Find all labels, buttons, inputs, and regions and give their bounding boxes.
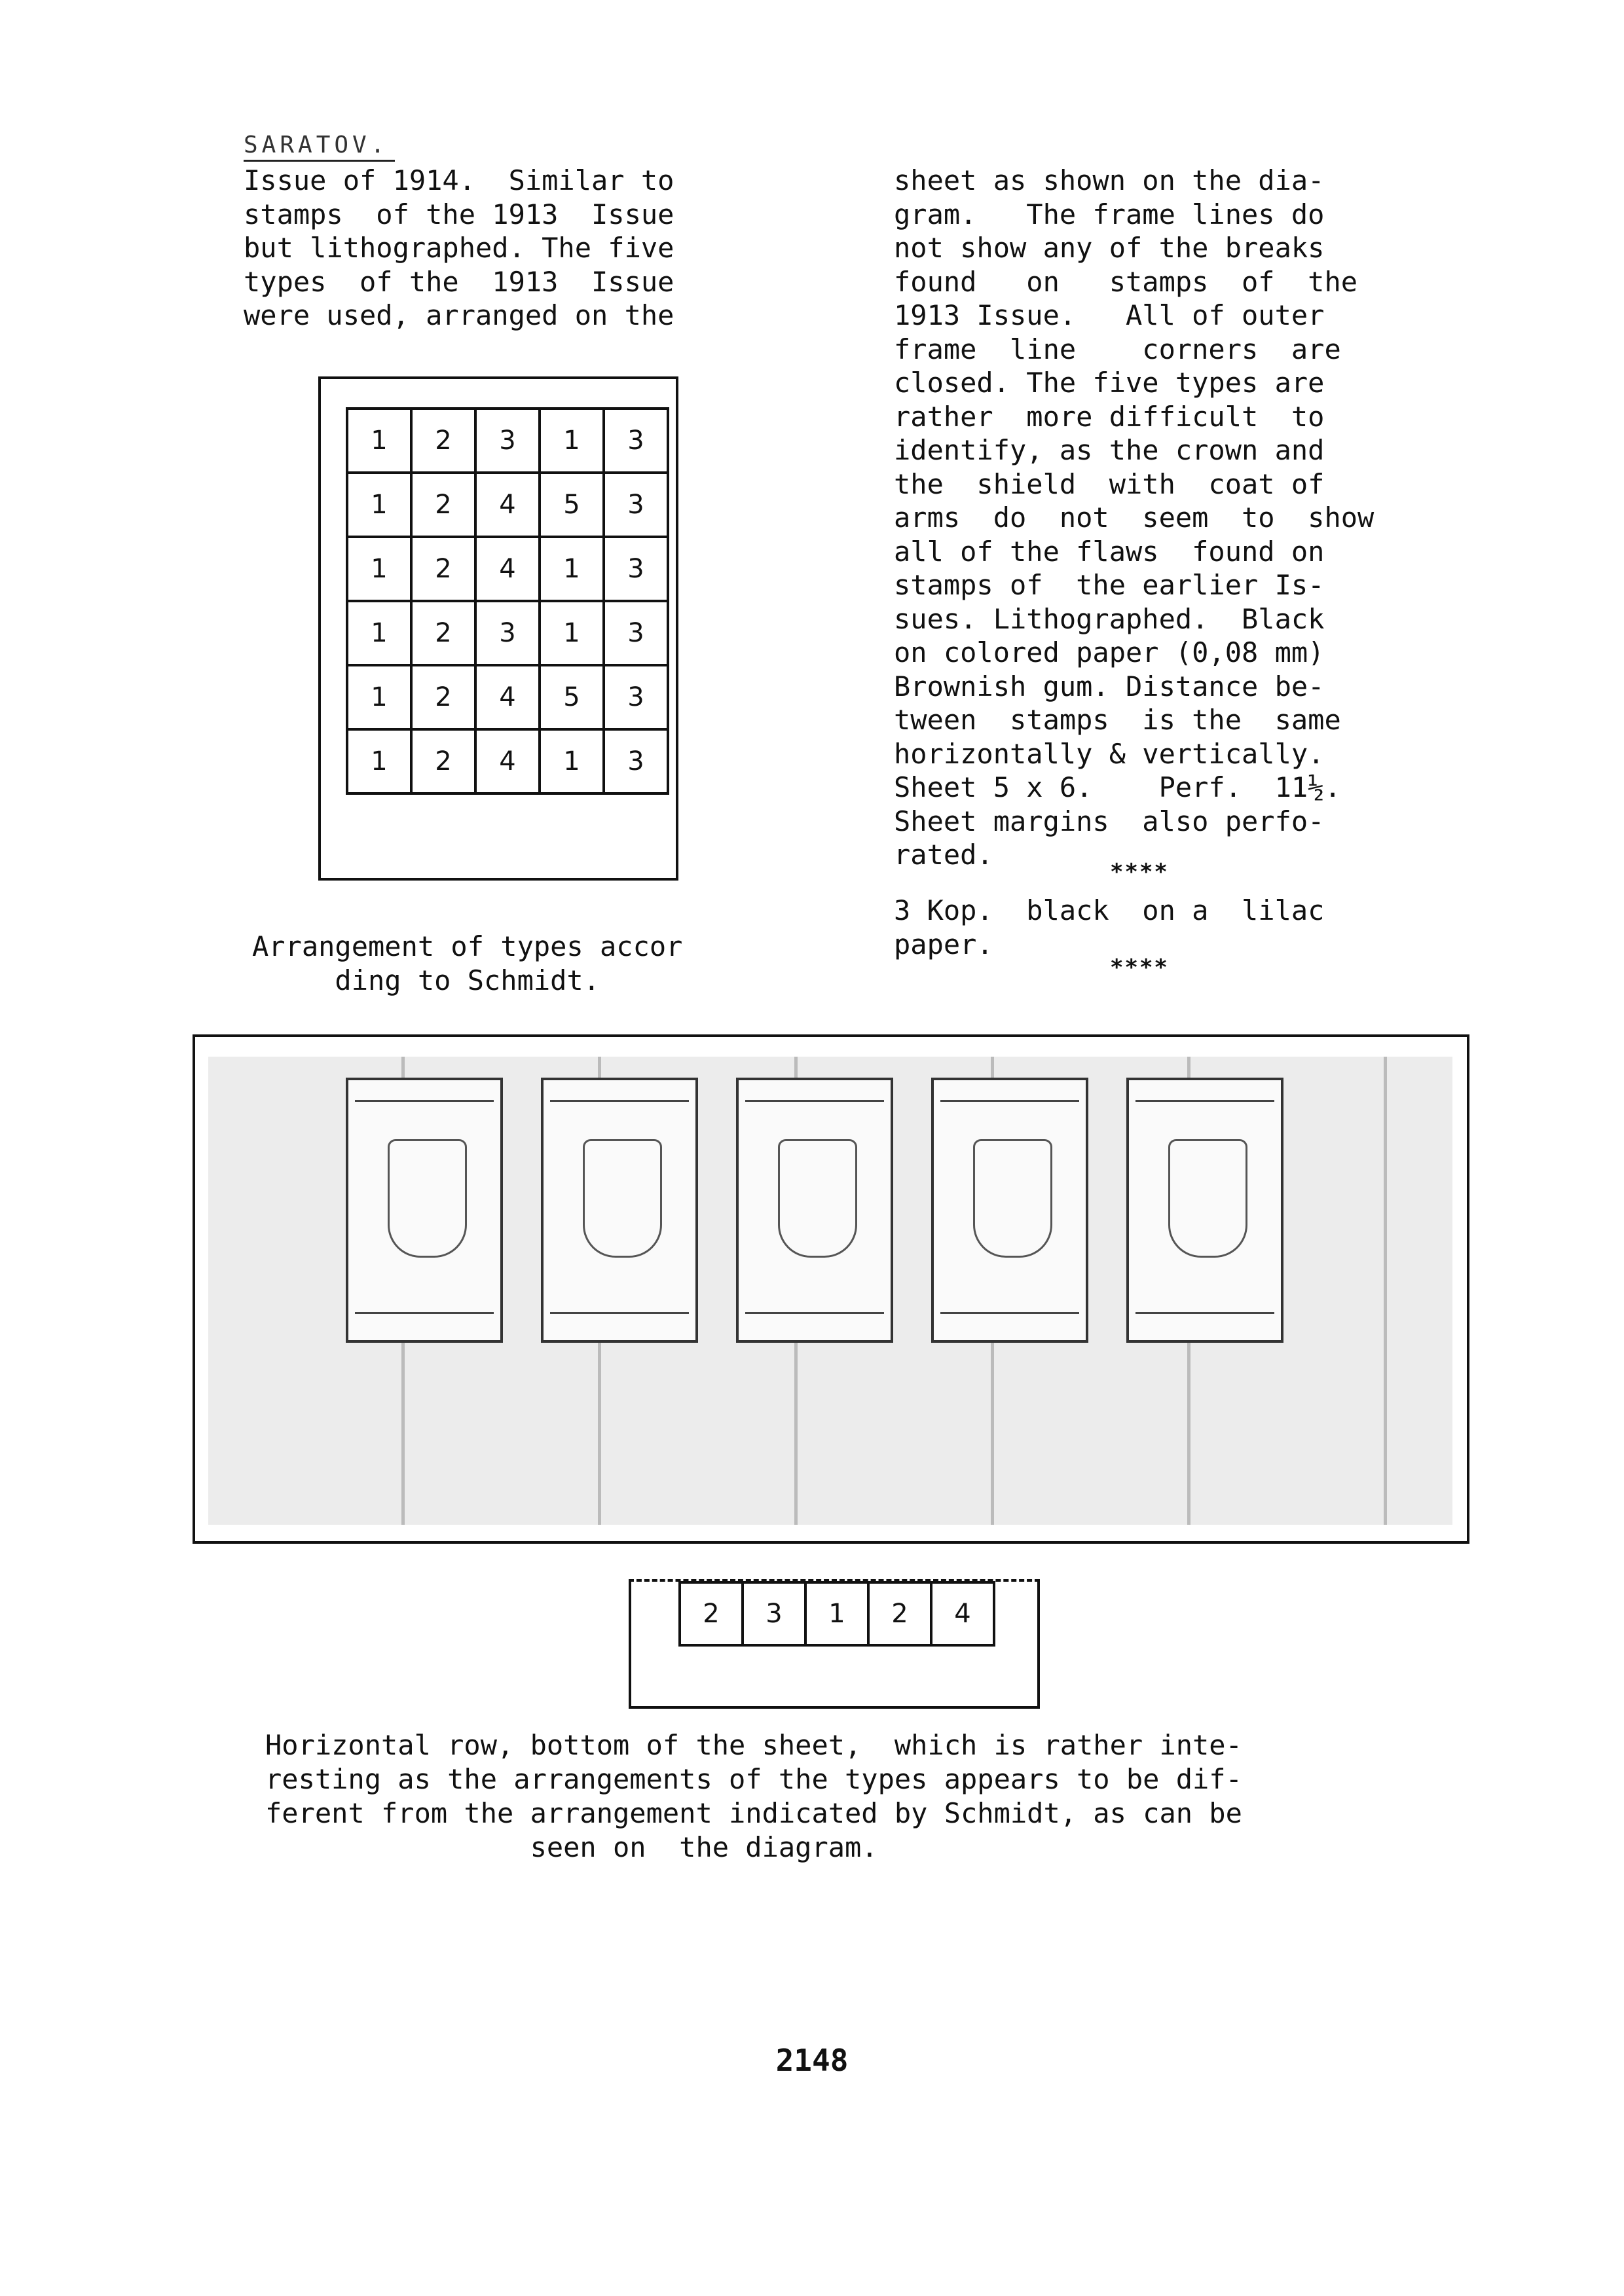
grid-cell: 1 xyxy=(347,409,411,473)
bottom-caption: Horizontal row, bottom of the sheet, which is rather inte- resting as the arrangements of the types appears to be dif- ferent from the arrangement indicated by Schmidt, as can be seen on the diagram. xyxy=(265,1729,1242,1863)
page-number: 2148 xyxy=(775,2043,849,2078)
bottom-row-cell: 4 xyxy=(931,1582,994,1645)
grid-cell: 1 xyxy=(540,409,604,473)
variety-text: 3 Kop. black on a lilac paper. xyxy=(894,894,1325,960)
grid-cell: 1 xyxy=(347,473,411,537)
grid-row xyxy=(347,409,668,473)
right-column-text: sheet as shown on the dia- gram. The frame lines do not show any of the breaks found on stamps of the 1913 Issue. All of outer frame line corners are closed. The five types are rather more difficult to identify, as the crown and the shield with coat of arms do not seem to show all of the flaws found on stamps of the earlier Is- sues. Lithographed. Black on colored paper (0,08 mm) Brownish gum. Distance be- tween stamps is the same horizontally & vertically. Sheet 5 x 6. Perf. 11½. Sheet margins also perfo- rated. xyxy=(894,164,1375,871)
grid-cell: 4 xyxy=(475,665,540,729)
grid-cell: 4 xyxy=(475,473,540,537)
left-column-text: Issue of 1914. Similar to stamps of the 1913 Issue but lithographed. The five types of the 1913 Issue were used, arranged on the xyxy=(244,164,674,331)
grid-cell: 3 xyxy=(604,537,668,601)
separator-stars-2: **** xyxy=(1110,955,1169,981)
shield-icon xyxy=(1168,1139,1247,1258)
stamp-image xyxy=(541,1078,698,1343)
shield-icon xyxy=(973,1139,1052,1258)
grid-cell: 2 xyxy=(411,537,475,601)
grid-cell: 5 xyxy=(540,665,604,729)
grid-cell: 3 xyxy=(475,409,540,473)
grid-cell: 1 xyxy=(347,601,411,665)
grid-row xyxy=(347,729,668,793)
grid-cell: 1 xyxy=(347,729,411,793)
grid-cell: 3 xyxy=(475,601,540,665)
bottom-row-cell: 1 xyxy=(805,1582,868,1645)
grid-cell: 3 xyxy=(604,473,668,537)
photo-sheet-strip xyxy=(208,1057,1452,1525)
grid-cell: 2 xyxy=(411,729,475,793)
grid-cell: 1 xyxy=(540,601,604,665)
stamp-image xyxy=(346,1078,503,1343)
grid-cell: 3 xyxy=(604,409,668,473)
bottom-row-cell: 3 xyxy=(743,1582,805,1645)
stamp-image xyxy=(931,1078,1088,1343)
separator-stars: **** xyxy=(1110,859,1169,885)
grid-cell: 2 xyxy=(411,473,475,537)
grid-row xyxy=(347,537,668,601)
section-heading: SARATOV. xyxy=(244,131,395,162)
shield-icon xyxy=(388,1139,467,1258)
grid-caption: Arrangement of types accor ding to Schmidt. xyxy=(252,930,683,996)
stamp-strip-photo xyxy=(193,1034,1469,1544)
grid-cell: 4 xyxy=(475,537,540,601)
grid-cell: 2 xyxy=(411,601,475,665)
grid-cell: 2 xyxy=(411,409,475,473)
grid-cell: 5 xyxy=(540,473,604,537)
stamp-image xyxy=(1126,1078,1283,1343)
grid-cell: 3 xyxy=(604,665,668,729)
shield-icon xyxy=(778,1139,857,1258)
bottom-row-cell: 2 xyxy=(680,1582,743,1645)
grid-cell: 1 xyxy=(347,665,411,729)
bottom-row-cell: 2 xyxy=(868,1582,931,1645)
grid-row xyxy=(347,473,668,537)
bottom-row xyxy=(680,1582,994,1645)
grid-cell: 3 xyxy=(604,601,668,665)
grid-row xyxy=(347,601,668,665)
grid-cell: 3 xyxy=(604,729,668,793)
grid-cell: 2 xyxy=(411,665,475,729)
grid-cell: 4 xyxy=(475,729,540,793)
bottom-row-types xyxy=(678,1581,995,1647)
shield-icon xyxy=(583,1139,662,1258)
grid-row xyxy=(347,665,668,729)
grid-cell: 1 xyxy=(347,537,411,601)
type-arrangement-grid xyxy=(346,407,669,795)
stamp-image xyxy=(736,1078,893,1343)
grid-cell: 1 xyxy=(540,729,604,793)
grid-cell: 1 xyxy=(540,537,604,601)
